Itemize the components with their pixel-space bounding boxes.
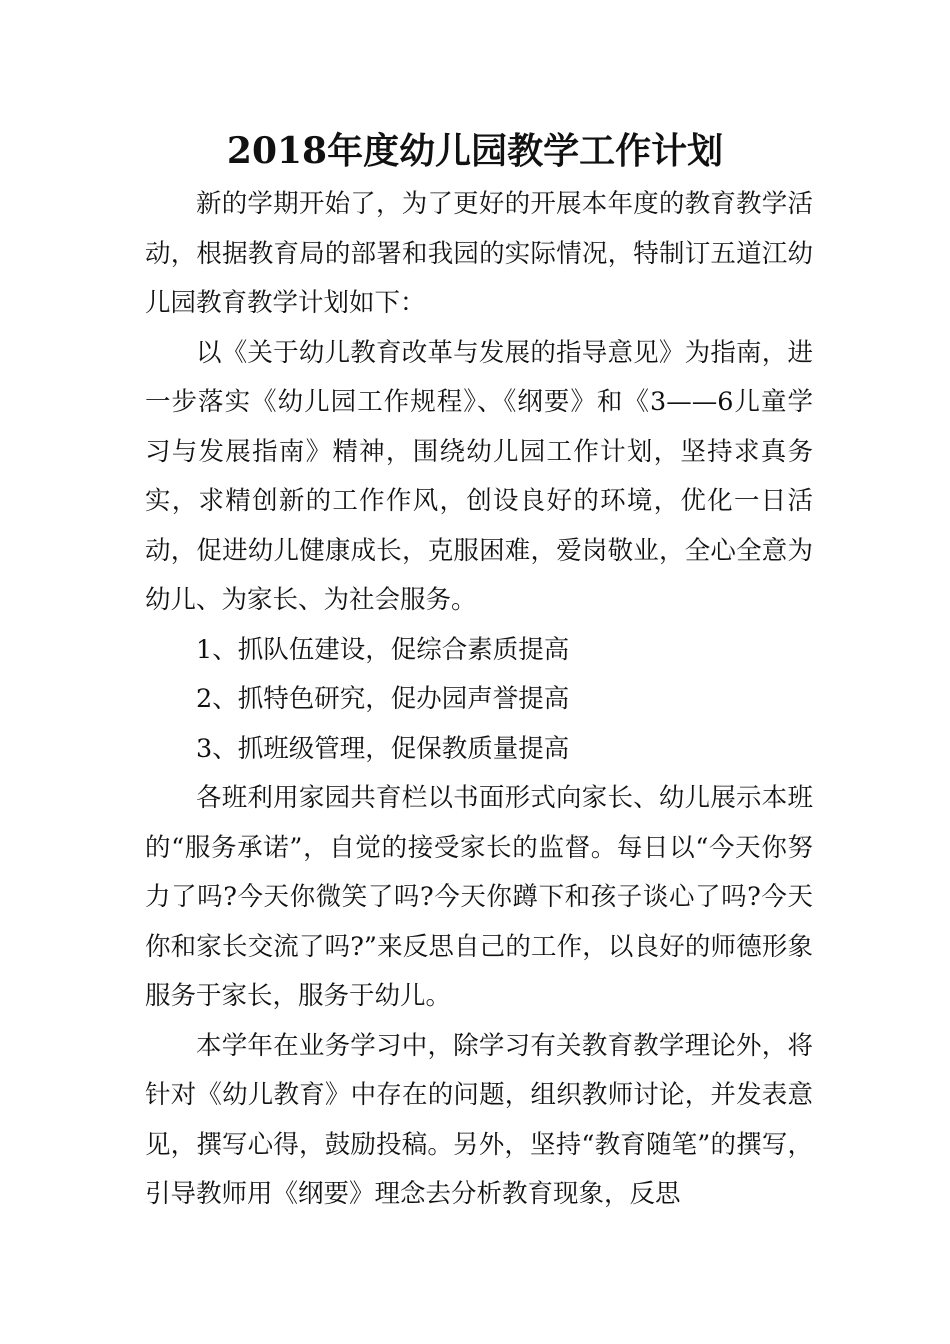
document-body (145, 180, 813, 1220)
list-item-feature-research: 2、抓特色研究，促办园声誉提高 (196, 684, 570, 714)
document-title: 2018年度幼儿园教学工作计划 (226, 130, 724, 172)
paragraph-service-commitment: 各班利用家园共育栏以书面形式向家长、幼儿展示本班的“服务承诺”，自觉的接受家长的监督。每日以“今天你努力了吗?今天你微笑了吗?今天你蹲下和孩子谈心了吗?今天你和家长交流了吗?”来反思自己的工作，以良好的师德形象服务于家长，服务于幼儿。 (145, 783, 813, 1011)
list-item-team-building: 1、抓队伍建设，促综合素质提高 (196, 634, 570, 665)
paragraph-guidance: 以《关于幼儿教育改革与发展的指导意见》为指南，进一步落实《幼儿园工作规程》、《纲要》和《3——6儿童学习与发展指南》精神，围绕幼儿园工作计划，坚持求真务实，求精创新的工作作风，创设良好的环境，优化一日活动，促进幼儿健康成长，克服困难，爱岗敬业，全心全意为幼儿、为家长、为社会服务。 (145, 337, 813, 615)
paragraph-intro: 新的学期开始了，为了更好的开展本年度的教育教学活动，根据教育局的部署和我园的实际情况，特制订五道江幼儿园教育教学计划如下： (145, 189, 813, 318)
list-item-class-management: 3、抓班级管理，促保教质量提高 (196, 733, 570, 764)
paragraph-business-study: 本学年在业务学习中，除学习有关教育教学理论外，将针对《幼儿教育》中存在的问题，组织教师讨论，并发表意见，撰写心得，鼓励投稿。另外，坚持“教育随笔”的撰写，引导教师用《纲要》理念去分析教育现象，反思 (145, 1030, 813, 1209)
